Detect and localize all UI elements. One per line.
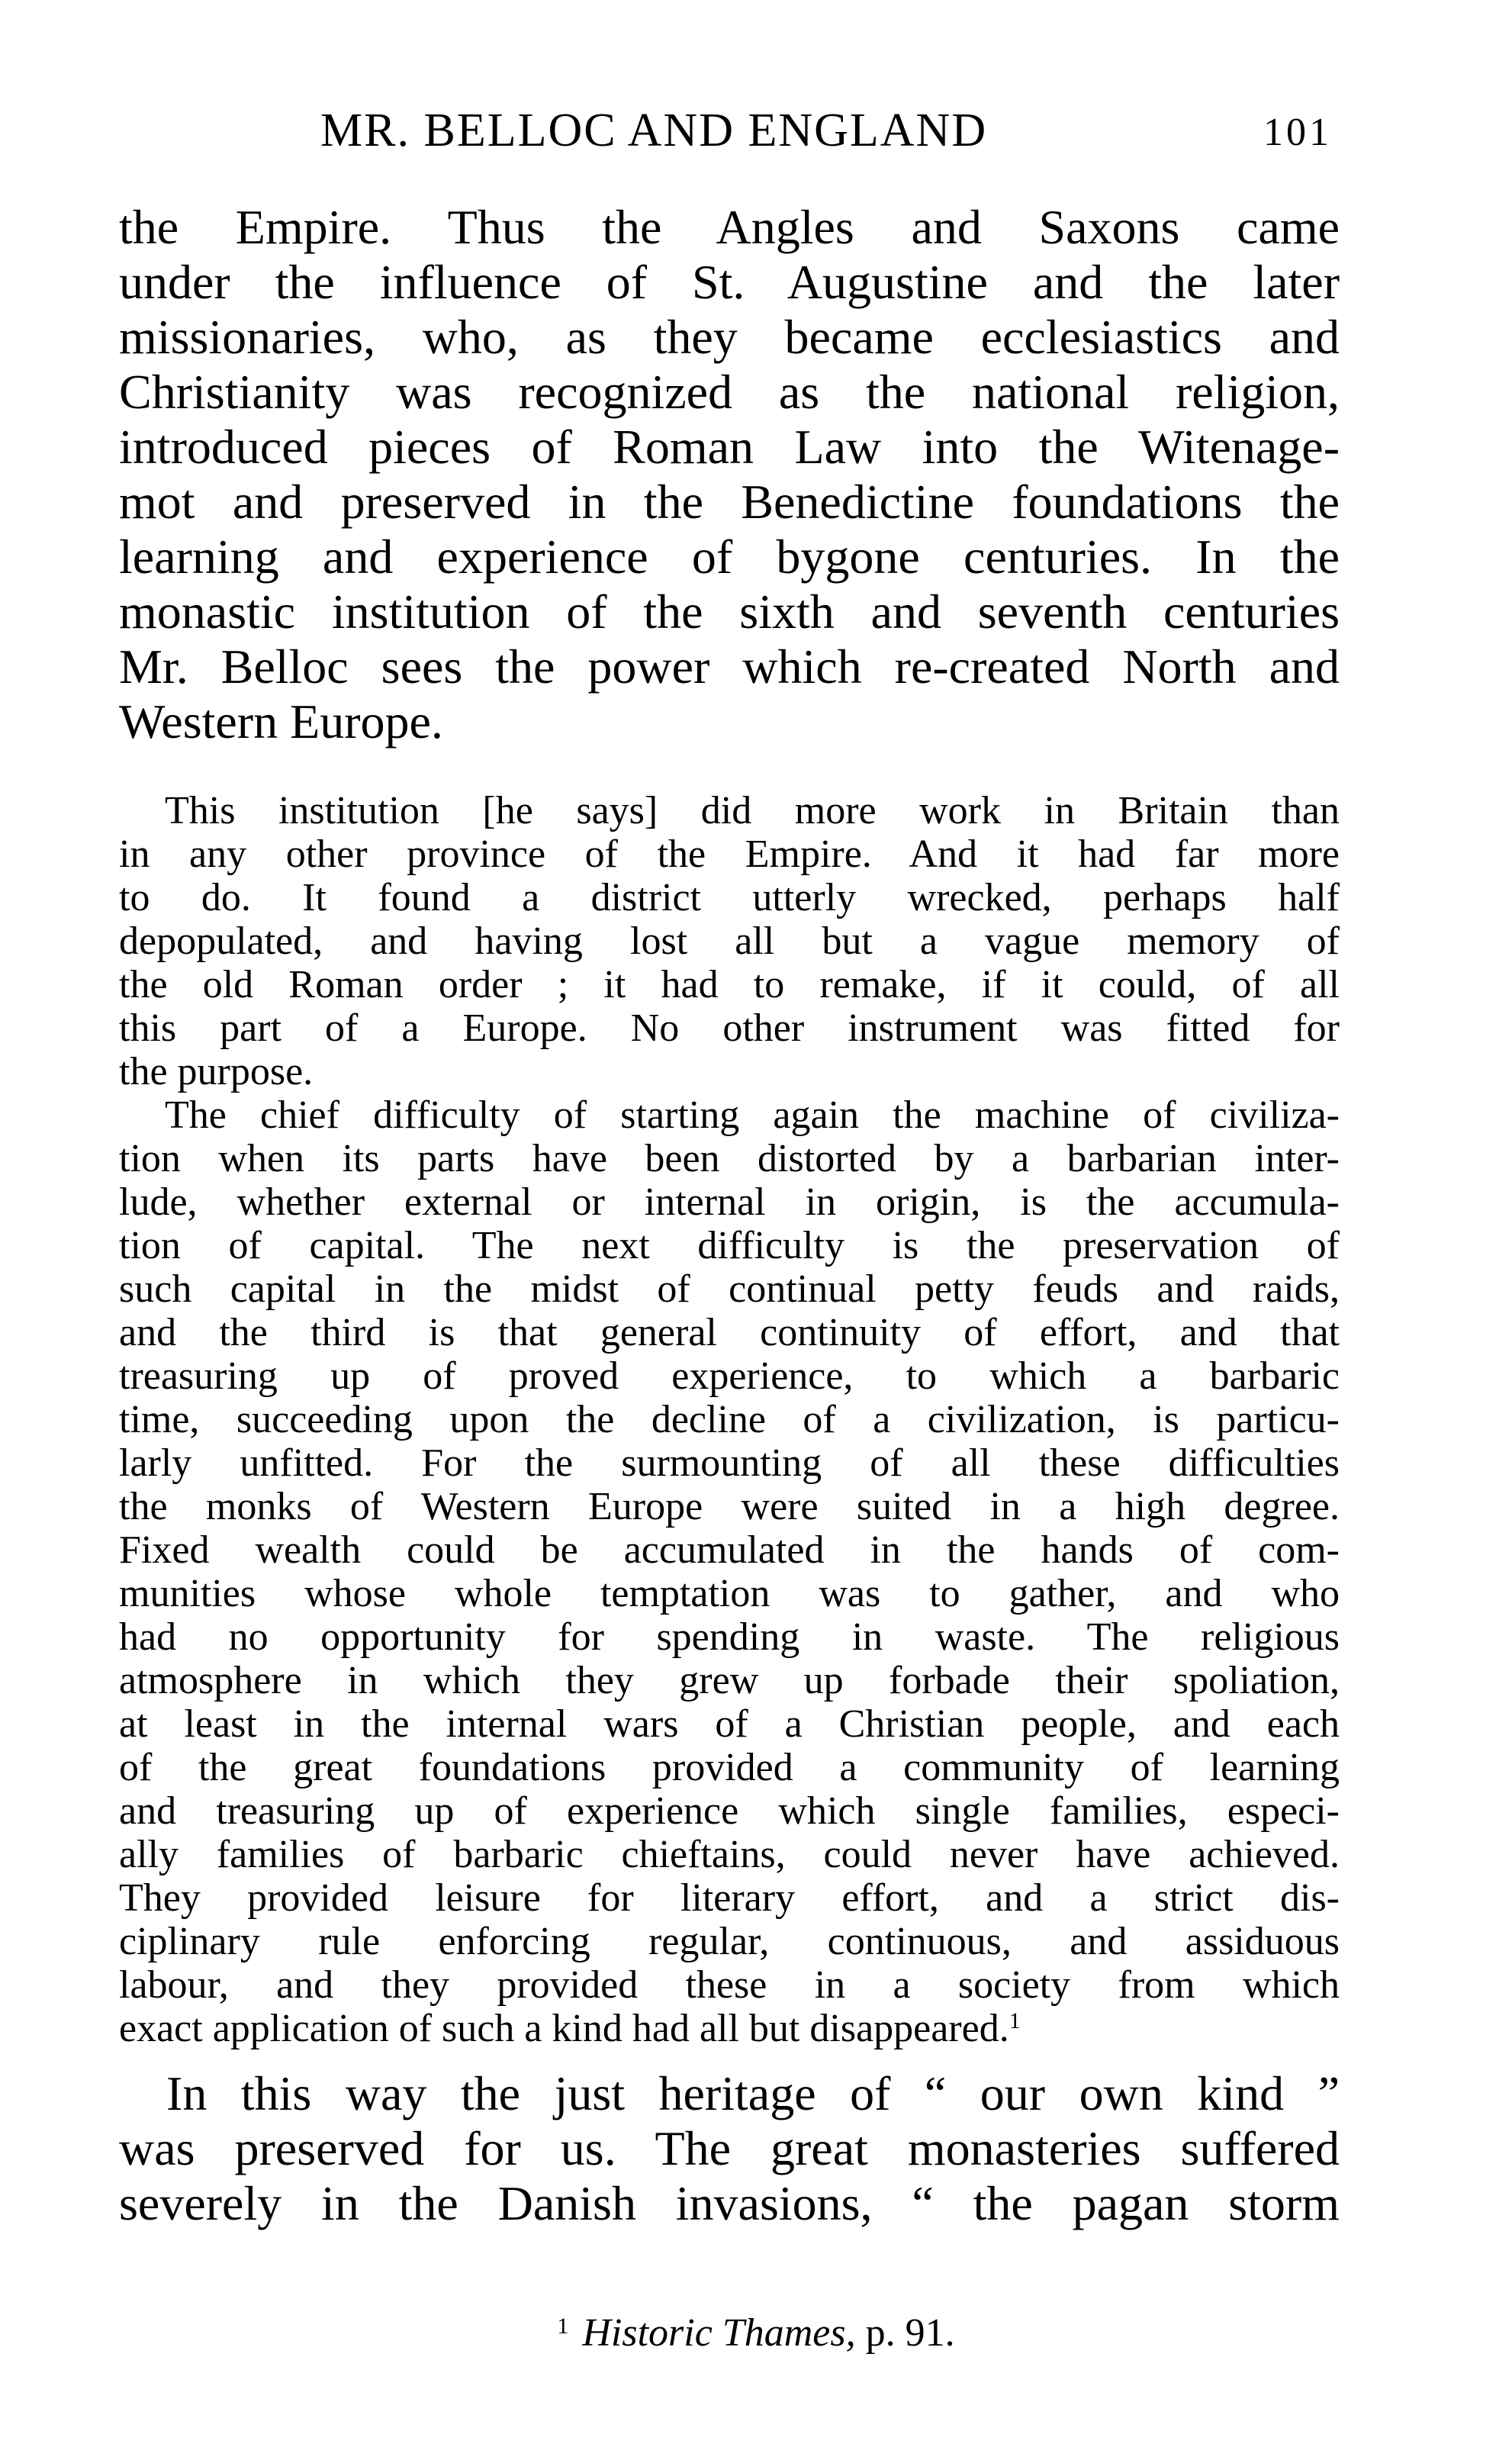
quote-line: ally families of barbaric chieftains, could never have achieved. <box>119 1833 1340 1876</box>
quote-line: at least in the internal wars of a Christian people, and each <box>119 1702 1340 1746</box>
quote-line-text: exact application of such a kind had all but disappeared. <box>119 2007 1009 2050</box>
block-quote-paragraph-b <box>119 1093 1340 2050</box>
text-line: under the influence of St. Augustine and the later <box>119 255 1340 309</box>
quote-line: This institution [he says] did more work in Britain than <box>165 789 1340 832</box>
quote-line-final <box>119 2007 1340 2050</box>
running-head <box>0 104 1512 157</box>
paragraph-2 <box>119 2066 1340 2231</box>
text-line: In this way the just heritage of “ our own kind ” <box>166 2066 1340 2120</box>
quote-line: labour, and they provided these in a society from which <box>119 1963 1340 2007</box>
text-line: severely in the Danish invasions, “ the pagan storm <box>119 2176 1340 2230</box>
text-line: mot and preserved in the Benedictine foundations the <box>119 475 1340 529</box>
footnote-source-title: Historic Thames, <box>582 2311 856 2355</box>
text-line: the Empire. Thus the Angles and Saxons came <box>119 200 1340 254</box>
quote-line: had no opportunity for spending in waste. The religious <box>119 1615 1340 1659</box>
quote-line: They provided leisure for literary effort, and a strict dis- <box>119 1876 1340 1920</box>
text-line: Mr. Belloc sees the power which re-created North and <box>119 639 1340 694</box>
footnote <box>0 2310 1512 2355</box>
quote-line: in any other province of the Empire. And it had far more <box>119 832 1340 876</box>
quote-line: tion when its parts have been distorted by a barbarian inter- <box>119 1137 1340 1180</box>
quote-line: treasuring up of proved experience, to which a barbaric <box>119 1354 1340 1398</box>
quote-line: larly unfitted. For the surmounting of all these difficulties <box>119 1441 1340 1485</box>
quote-line: Fixed wealth could be accumulated in the hands of com- <box>119 1528 1340 1572</box>
footnote-page-reference: p. 91. <box>865 2311 955 2355</box>
quote-line: the purpose. <box>119 1050 314 1093</box>
quote-line: munities whose whole temptation was to gather, and who <box>119 1572 1340 1615</box>
text-line: learning and experience of bygone centuries. In the <box>119 530 1340 584</box>
quote-line: ciplinary rule enforcing regular, continuous, and assiduous <box>119 1920 1340 1963</box>
quote-line: lude, whether external or internal in origin, is the accumula- <box>119 1180 1340 1224</box>
quote-line: The chief difficulty of starting again the machine of civiliza- <box>165 1093 1340 1137</box>
quote-line: depopulated, and having lost all but a vague memory of <box>119 919 1340 963</box>
quote-line: atmosphere in which they grew up forbade their spoliation, <box>119 1659 1340 1702</box>
running-title: MR. BELLOC AND ENGLAND <box>320 105 988 156</box>
text-line: missionaries, who, as they became ecclesiastics and <box>119 310 1340 364</box>
page-number: 101 <box>1263 111 1332 154</box>
paragraph-1 <box>119 200 1340 749</box>
quote-line: time, succeeding upon the decline of a civilization, is particu- <box>119 1398 1340 1441</box>
text-line: Christianity was recognized as the national religion, <box>119 365 1340 419</box>
footnote-mark: 1 <box>557 2313 569 2339</box>
quote-line: of the great foundations provided a community of learning <box>119 1746 1340 1789</box>
quote-line: this part of a Europe. No other instrument was fitted for <box>119 1006 1340 1050</box>
footnote-reference[interactable]: 1 <box>1009 2008 1021 2033</box>
quote-line: the old Roman order ; it had to remake, if it could, of all <box>119 963 1340 1006</box>
quote-line: the monks of Western Europe were suited in a high degree. <box>119 1485 1340 1528</box>
quote-line: and treasuring up of experience which single families, especi- <box>119 1789 1340 1833</box>
quote-line: and the third is that general continuity of effort, and that <box>119 1311 1340 1354</box>
text-line: was preserved for us. The great monasteries suffered <box>119 2121 1340 2175</box>
quote-line: to do. It found a district utterly wrecked, perhaps half <box>119 876 1340 919</box>
quote-line: such capital in the midst of continual petty feuds and raids, <box>119 1267 1340 1311</box>
text-line: Western Europe. <box>119 694 443 749</box>
quote-line: tion of capital. The next difficulty is the preservation of <box>119 1224 1340 1267</box>
text-line: monastic institution of the sixth and seventh centuries <box>119 584 1340 639</box>
text-line: introduced pieces of Roman Law into the Witenage- <box>119 420 1340 474</box>
block-quote-paragraph-a <box>119 789 1340 1093</box>
